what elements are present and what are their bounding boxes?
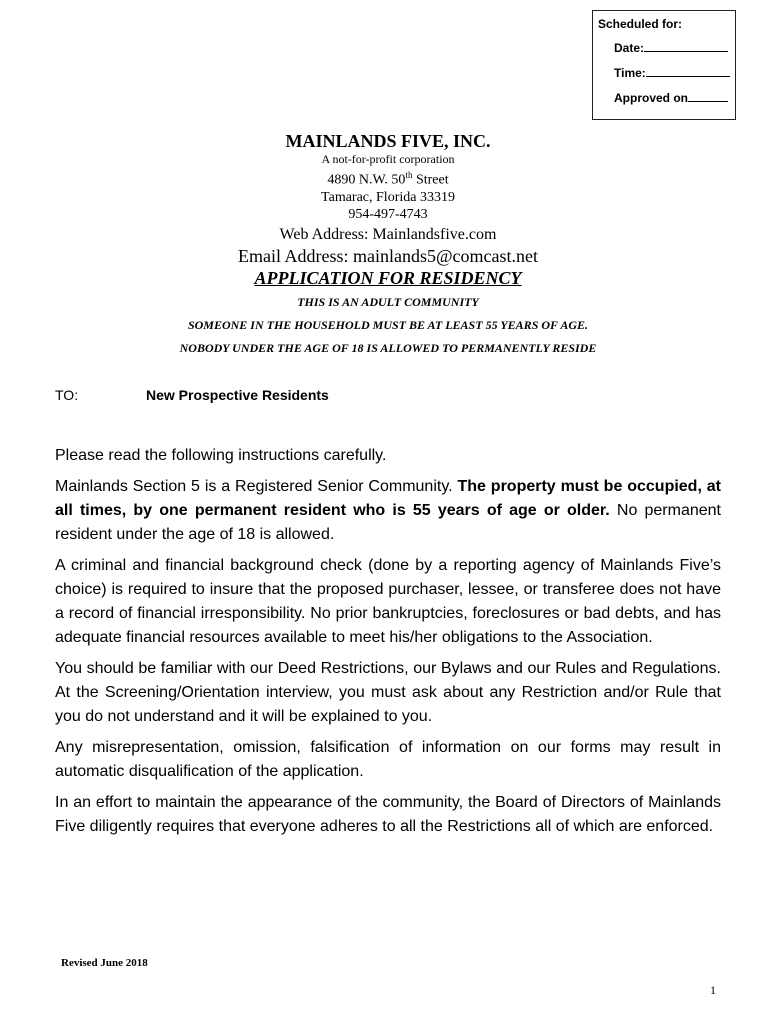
phone-number: 954-497-4743 [348, 206, 428, 222]
street-name: Street [412, 172, 449, 188]
to-label: TO: [55, 387, 79, 403]
street-number: 4890 N.W. 50 [327, 172, 406, 188]
senior-community-text: Mainlands Section 5 is a Registered Senior Community. [55, 478, 458, 495]
restrictions-paragraph: You should be familiar with our Deed Restrictions, our Bylaws and our Rules and Regulations. At the Screening/Orientation interview, you must ask about any Restriction and/or Rule that you do not understand and it will be explained to you. [55, 660, 721, 725]
page-title: APPLICATION FOR RESIDENCY [254, 267, 522, 288]
street-suffix: th [405, 170, 413, 180]
schedule-time-row [614, 65, 730, 80]
notice-adult-community: THIS IS AN ADULT COMMUNITY [297, 294, 479, 309]
background-check-paragraph: A criminal and financial background check (done by a reporting agency of Mainlands Five’s choice) is required to insure that the proposed purchaser, lessee, or transferee does not have a record of financial irresponsibility. No prior bankruptcies, foreclosures or bad debts, and has adequate financial resources available to meet his/her obligations to the Association. [55, 557, 721, 646]
schedule-approved-row [614, 90, 728, 105]
intro-paragraph: Please read the following instructions carefully. [55, 447, 387, 464]
schedule-time-field[interactable] [646, 65, 730, 77]
schedule-box [592, 10, 736, 120]
misrepresentation-paragraph: Any misrepresentation, omission, falsification of information on our forms may result in automatic disqualification of the application. [55, 739, 721, 780]
to-line [55, 387, 329, 403]
notice-age-55: SOMEONE IN THE HOUSEHOLD MUST BE AT LEAST 55 YEARS OF AGE. [187, 317, 589, 332]
org-type: A not-for-profit corporation [321, 152, 455, 166]
schedule-time-label: Time: [614, 66, 646, 80]
occupancy-requirement: The property must be occupied, at all times, by one permanent resident who is 55 years of age or older. [55, 478, 722, 519]
schedule-approved-field[interactable] [688, 90, 728, 102]
schedule-date-row [614, 40, 728, 55]
senior-community-paragraph [55, 475, 721, 547]
schedule-title: Scheduled for: [598, 17, 683, 31]
schedule-date-field[interactable] [644, 40, 728, 52]
street-address [85, 167, 691, 189]
notice-age-18: NOBODY UNDER THE AGE OF 18 IS ALLOWED TO PERMANENTLY RESIDE [179, 340, 597, 355]
age-18-text: No permanent resident under the age of 18 is allowed. [55, 502, 722, 543]
schedule-date-label: Date: [614, 41, 645, 55]
appearance-paragraph: In an effort to maintain the appearance of the community, the Board of Directors of Mainlands Five diligently requires that everyone adheres to all the Restrictions all of which are enforced. [55, 794, 721, 835]
org-name: MAINLANDS FIVE, INC. [285, 131, 491, 151]
web-address: Web Address: Mainlandsfive.com [279, 225, 497, 243]
instructions-body [55, 444, 721, 846]
revision-date: Revised June 2018 [61, 957, 148, 969]
to-recipient: New Prospective Residents [146, 387, 329, 403]
letterhead [85, 130, 691, 356]
schedule-approved-label: Approved on [614, 91, 688, 105]
page-number: 1 [710, 983, 716, 997]
email-address: Email Address: mainlands5@comcast.net [237, 245, 538, 266]
city-state-zip: Tamarac, Florida 33319 [321, 189, 455, 205]
